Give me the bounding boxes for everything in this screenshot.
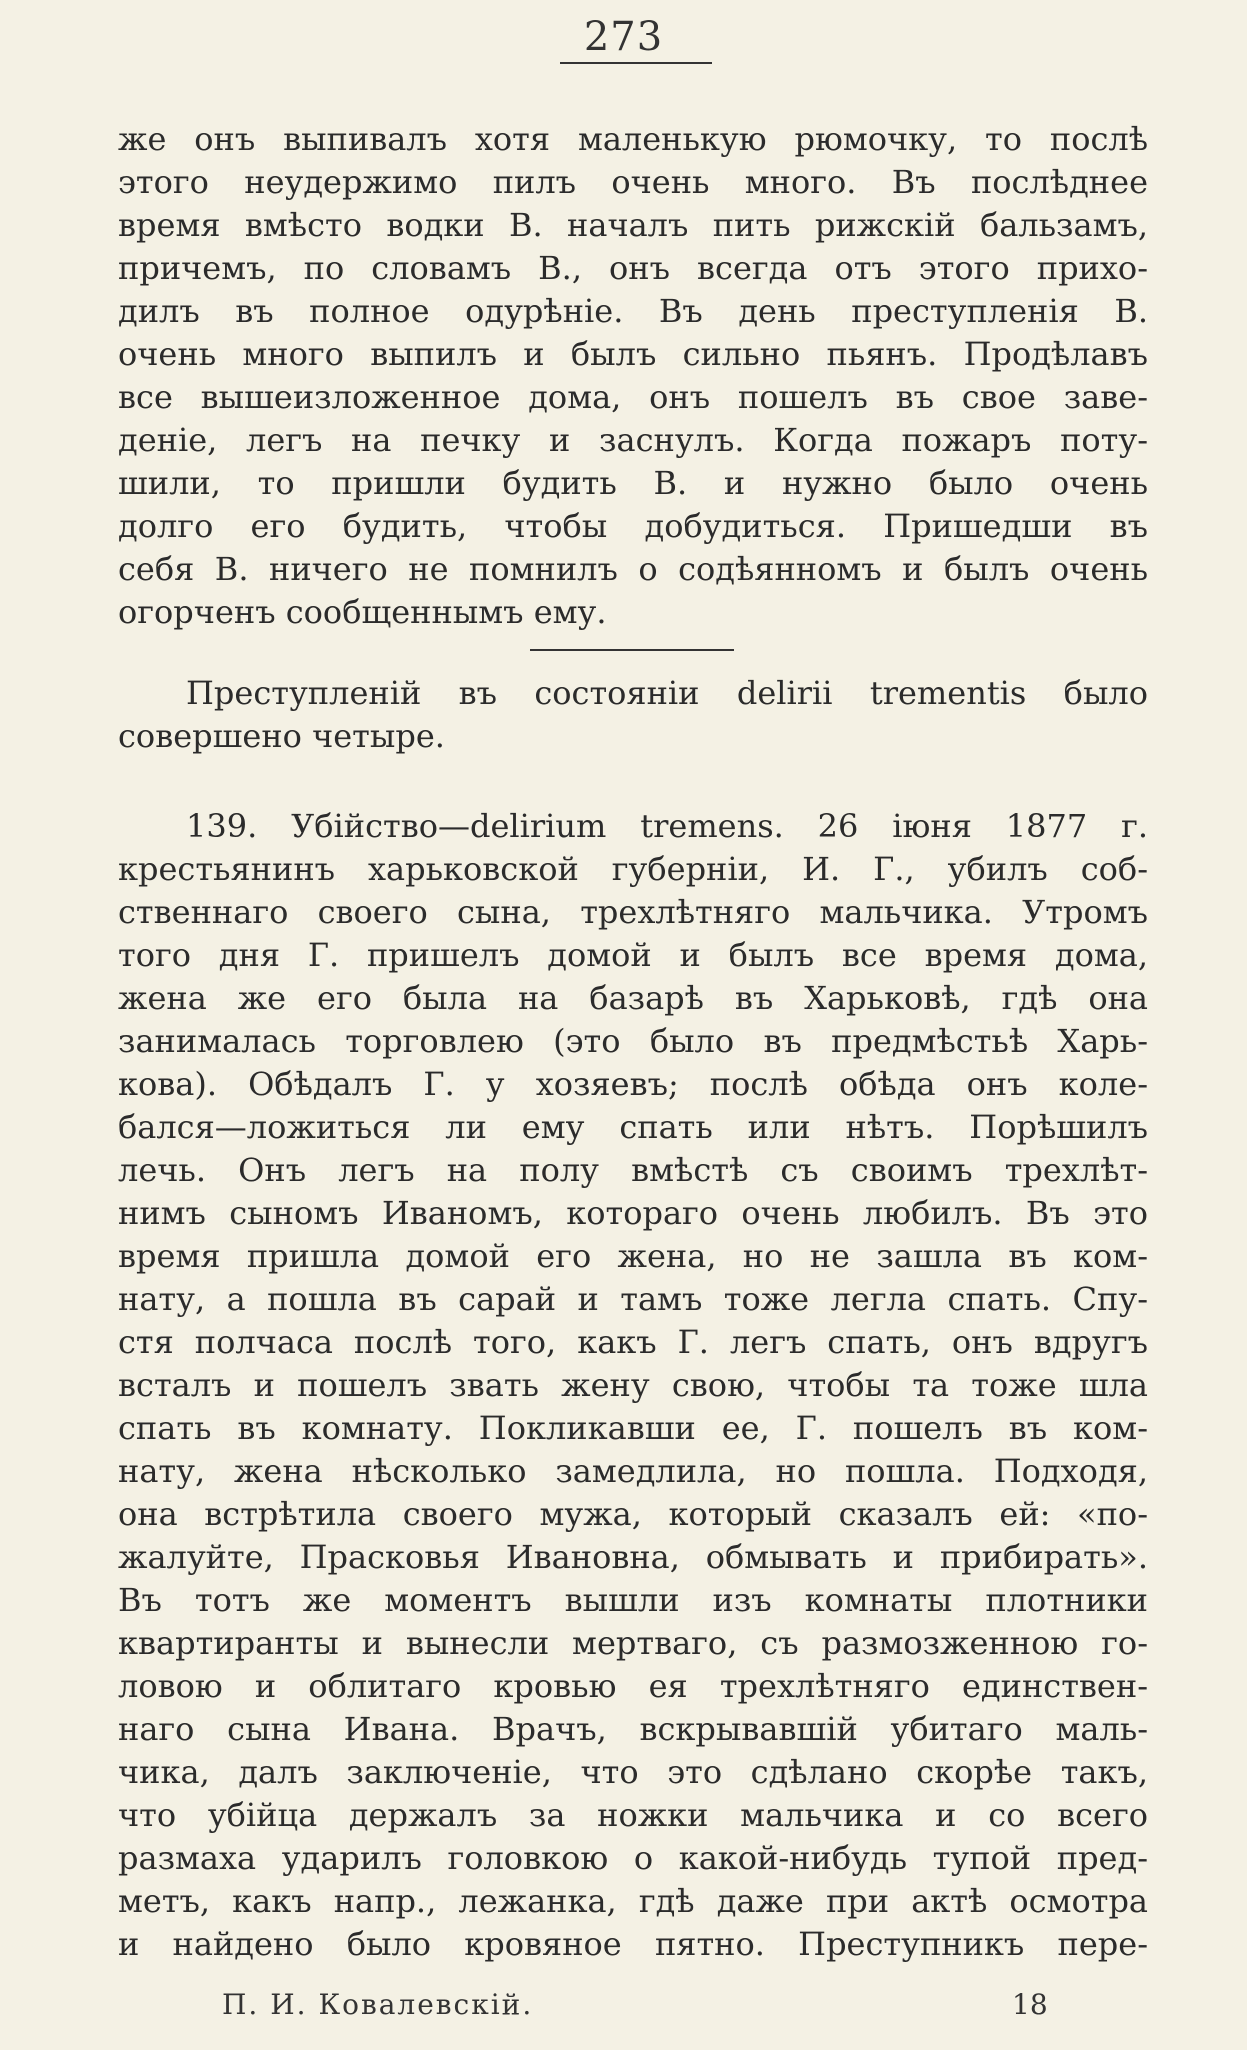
page-number-rule xyxy=(560,62,712,64)
text-line: шили, то пришли будить В. и нужно было очень xyxy=(118,464,1148,502)
text-line: жена же его была на базарѣ въ Харьковѣ, гдѣ она xyxy=(118,979,1148,1017)
text-line: квартиранты и вынесли мертваго, съ размозженною го- xyxy=(118,1624,1148,1662)
text-line: нату, а пошла въ сарай и тамъ тоже легла спать. Спу- xyxy=(118,1280,1148,1318)
text-line: жалуйте, Прасковья Ивановна, обмывать и прибирать». xyxy=(118,1538,1148,1576)
text-line: что убійца держалъ за ножки мальчика и со всего xyxy=(118,1796,1148,1834)
text-line: долго его будить, чтобы добудиться. Пришедши въ xyxy=(118,507,1148,545)
text-line: и найдено было кровяное пятно. Преступникъ пере- xyxy=(118,1925,1148,1963)
page-number: 273 xyxy=(583,14,664,60)
text-line: она встрѣтила своего мужа, который сказалъ ей: «по- xyxy=(118,1495,1148,1533)
text-line: ловою и облитаго кровью ея трехлѣтняго единствен- xyxy=(118,1667,1148,1705)
text-line: Въ тотъ же моментъ вышли изъ комнаты плотники xyxy=(118,1581,1148,1619)
text-line: этого неудержимо пилъ очень много. Въ послѣднее xyxy=(118,163,1148,201)
text-line: нату, жена нѣсколько замедлила, но пошла. Подходя, xyxy=(118,1452,1148,1490)
text-line: деніе, легъ на печку и заснулъ. Когда пожаръ поту- xyxy=(118,421,1148,459)
text-line: Преступленій въ состояніи delirii trementis было xyxy=(186,674,1148,712)
paragraph-continuation xyxy=(118,118,1148,634)
text-line: очень много выпилъ и былъ сильно пьянъ. Продѣлавъ xyxy=(118,335,1148,373)
text-line: совершено четыре. xyxy=(118,717,445,755)
paragraph-summary xyxy=(118,672,1148,758)
text-line: время вмѣсто водки В. началъ пить рижскій бальзамъ, xyxy=(118,206,1148,244)
text-line: размаха ударилъ головкою о какой-нибудь тупой пред- xyxy=(118,1839,1148,1877)
text-line: время пришла домой его жена, но не зашла въ ком- xyxy=(118,1237,1148,1275)
section-divider xyxy=(530,649,734,651)
text-line: стя полчаса послѣ того, какъ Г. легъ спать, онъ вдругъ xyxy=(118,1323,1148,1361)
text-line: бался—ложиться ли ему спать или нѣтъ. Порѣшилъ xyxy=(118,1108,1148,1146)
text-line: ственнаго своего сына, трехлѣтняго мальчика. Утромъ xyxy=(118,893,1148,931)
text-line: всталъ и пошелъ звать жену свою, чтобы та тоже шла xyxy=(118,1366,1148,1404)
text-line: все вышеизложенное дома, онъ пошелъ въ свое заве- xyxy=(118,378,1148,416)
text-line: 139. Убійство—delirium tremens. 26 іюня 1877 г. xyxy=(186,807,1148,845)
footer-signature: 18 xyxy=(1012,1988,1048,2021)
text-line: дилъ въ полное одурѣніе. Въ день преступленія В. xyxy=(118,292,1148,330)
text-line: крестьянинъ харьковской губерніи, И. Г., убилъ соб- xyxy=(118,850,1148,888)
text-line: огорченъ сообщеннымъ ему. xyxy=(118,593,607,631)
text-line: кова). Обѣдалъ Г. у хозяевъ; послѣ обѣда онъ коле- xyxy=(118,1065,1148,1103)
text-line: же онъ выпивалъ хотя маленькую рюмочку, то послѣ xyxy=(118,120,1148,158)
footer-author: П. И. Ковалевскій. xyxy=(222,1988,534,2021)
text-line: того дня Г. пришелъ домой и былъ все время дома, xyxy=(118,936,1148,974)
text-line: занималась торговлею (это было въ предмѣстьѣ Харь- xyxy=(118,1022,1148,1060)
text-line: лечь. Онъ легъ на полу вмѣстѣ съ своимъ трехлѣт- xyxy=(118,1151,1148,1189)
paragraph-case-139 xyxy=(118,805,1148,1966)
text-line: нимъ сыномъ Иваномъ, котораго очень любилъ. Въ это xyxy=(118,1194,1148,1232)
text-line: наго сына Ивана. Врачъ, вскрывавшій убитаго маль- xyxy=(118,1710,1148,1748)
text-line: чика, далъ заключеніе, что это сдѣлано скорѣе такъ, xyxy=(118,1753,1148,1791)
text-line: причемъ, по словамъ В., онъ всегда отъ этого прихо- xyxy=(118,249,1148,287)
text-line: себя В. ничего не помнилъ о содѣянномъ и былъ очень xyxy=(118,550,1148,588)
text-line: спать въ комнату. Покликавши ее, Г. пошелъ въ ком- xyxy=(118,1409,1148,1447)
text-line: метъ, какъ напр., лежанка, гдѣ даже при актѣ осмотра xyxy=(118,1882,1148,1920)
